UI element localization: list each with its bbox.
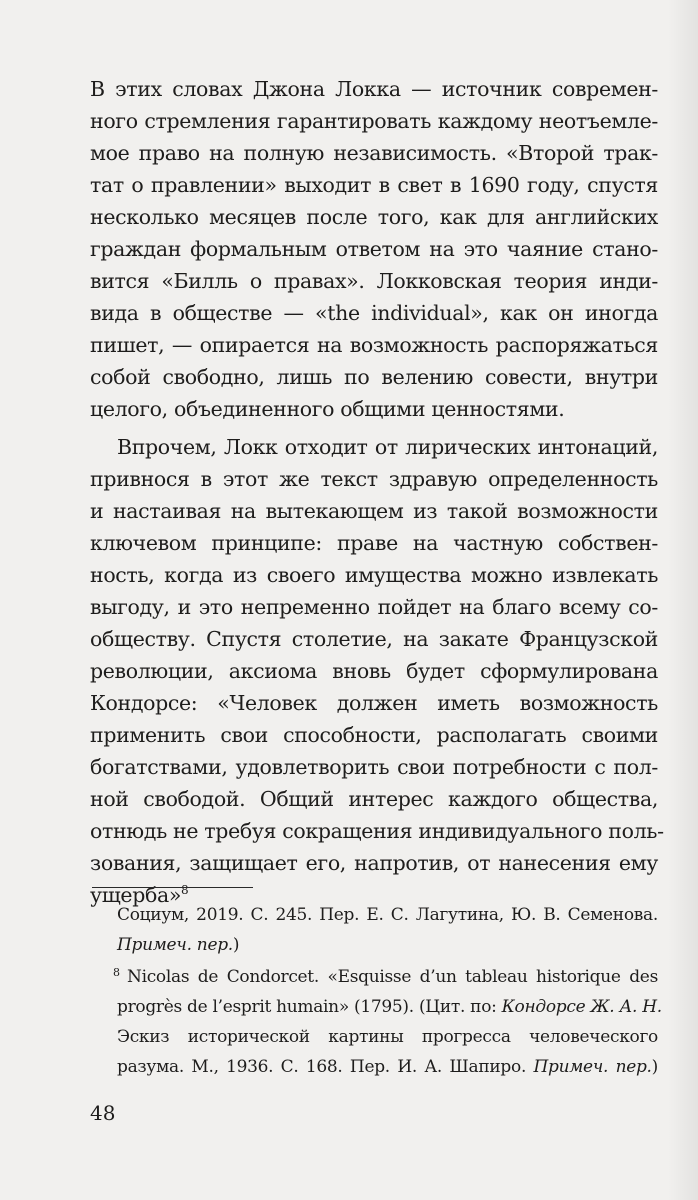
footnote-text: progrès de l’esprit humain» (1795). (Цит. по: [117, 997, 502, 1017]
text-line: граждан формальным ответом на это чаяние стано- [90, 237, 658, 261]
text-line: богатствами, удовлетворить свои потребности с пол- [90, 755, 658, 779]
text-line: и настаивая на вытекающем из такой возможности [90, 499, 658, 523]
text-line: применить свои способности, располагать своими [90, 723, 658, 747]
text-line: ной свободой. Общий интерес каждого общества, [90, 787, 658, 811]
footnote-italic: Примеч. пер. [533, 1057, 652, 1077]
footnote-text: ) [651, 1057, 659, 1077]
text-line: собой свободно, лишь по велению совести, внутри [90, 365, 658, 389]
text-line: Впрочем, Локк отходит от лирических интонаций, [117, 435, 658, 459]
text-line: ность, когда из своего имущества можно извлекать [90, 563, 658, 587]
text-line: отнюдь не требуя сокращения индивидуального поль- [90, 819, 664, 843]
page-edge-shadow [668, 0, 698, 1200]
text-line-content: ущерба» [90, 883, 182, 907]
footnote-divider [92, 887, 253, 888]
footnote-8-line: Эскиз исторической картины прогресса человеческого [117, 1027, 658, 1047]
footnote-reference: 8 [181, 883, 189, 897]
text-line: тат о правлении» выходит в свет в 1690 году, спустя [90, 173, 658, 197]
text-line: зования, защищает его, напротив, от нанесения ему [90, 851, 658, 875]
footnote-text: разума. М., 1936. С. 168. Пер. И. А. Шапиро. [117, 1057, 534, 1077]
text-line: вида в обществе — «the individual», как он иногда [90, 301, 658, 325]
text-line: В этих словах Джона Локка — источник современ- [90, 77, 658, 101]
footnote-continuation-line [117, 930, 658, 960]
footnote-8-line [117, 1052, 658, 1082]
text-line: ключевом принципе: праве на частную собствен- [90, 531, 658, 555]
footnote-continuation-line: Социум, 2019. С. 245. Пер. Е. С. Лагутина, Ю. В. Семенова. [117, 905, 658, 925]
footnote-8-line [117, 992, 662, 1022]
text-line: пишет, — опирается на возможность распоряжаться [90, 333, 658, 357]
page-number: 48 [90, 1101, 116, 1125]
text-line: целого, объединенного общими ценностями. [90, 397, 565, 421]
text-line: несколько месяцев после того, как для английских [90, 205, 658, 229]
text-line: мое право на полную независимость. «Второй трак- [90, 141, 658, 165]
footnote-text: ) [232, 935, 240, 955]
text-line: привнося в этот же текст здравую определенность [90, 467, 658, 491]
text-line: революции, аксиома вновь будет сформулирована [90, 659, 658, 683]
text-line: ного стремления гарантировать каждому неотъемле- [90, 109, 658, 133]
footnote-8-marker: 8 [113, 966, 120, 979]
text-line: выгоду, и это непременно пойдет на благо всему со- [90, 595, 658, 619]
text-line: Кондорсе: «Человек должен иметь возможность [90, 691, 658, 715]
footnote-italic: Кондорсе Ж. А. Н. [501, 997, 662, 1017]
text-line: обществу. Спустя столетие, на закате Французской [90, 627, 658, 651]
text-line: вится «Билль о правах». Локковская теория инди- [90, 269, 658, 293]
footnote-8-line: Nicolas de Condorcet. «Esquisse d’un tableau historique des [127, 967, 658, 987]
footnote-italic: Примеч. пер. [117, 935, 233, 955]
